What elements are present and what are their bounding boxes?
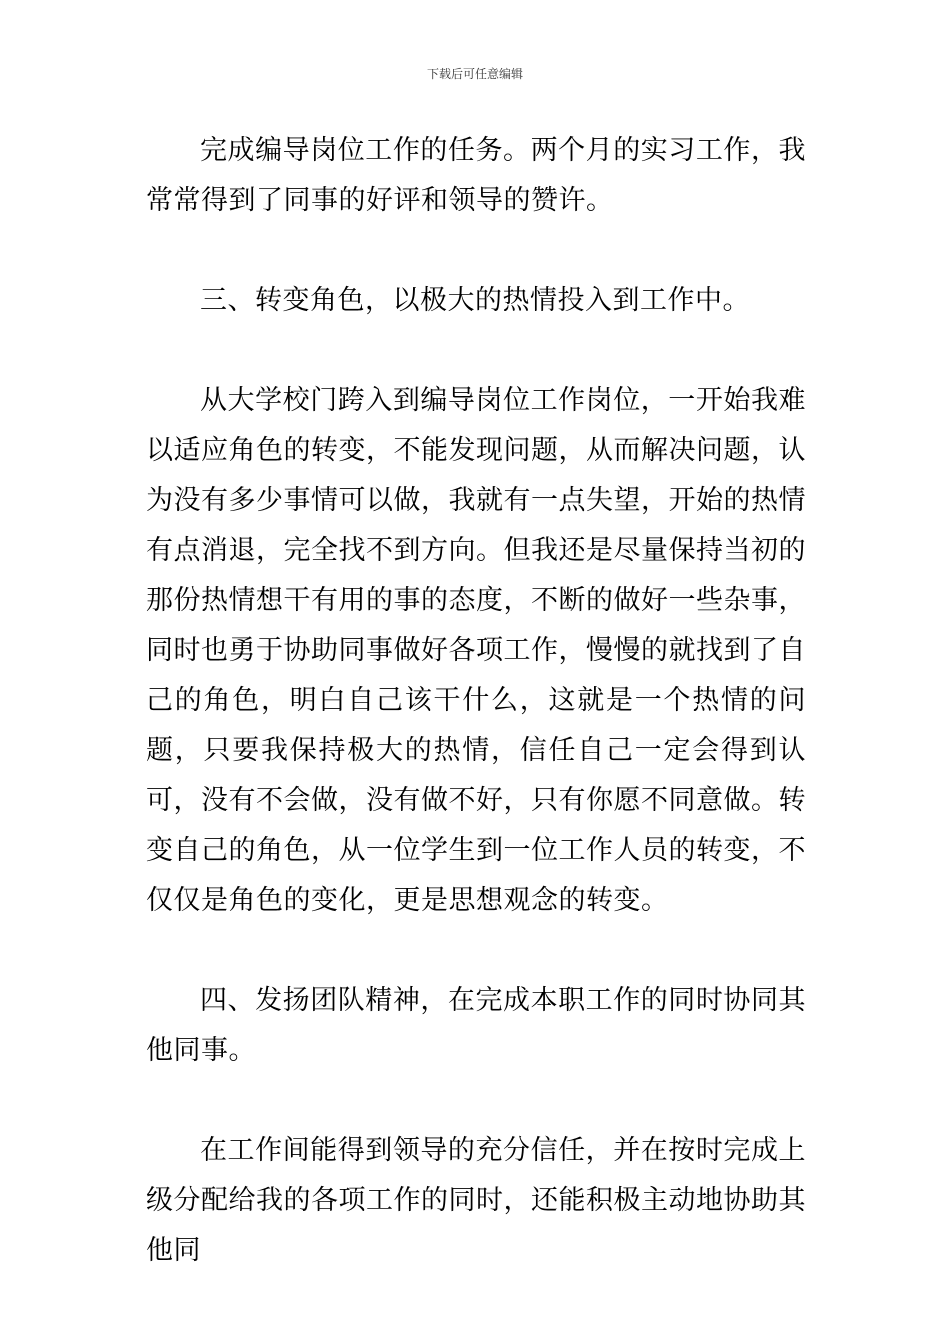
paragraph-3: 在工作间能得到领导的充分信任，并在按时完成上级分配给我的各项工作的同时，还能积极主动地协助其他同	[146, 1135, 806, 1266]
paragraph-gap	[146, 226, 806, 276]
page-header-note: 下载后可任意编辑	[426, 67, 523, 81]
paragraph-gap	[146, 326, 806, 376]
paragraph-1: 完成编导岗位工作的任务。两个月的实习工作，我常常得到了同事的好评和领导的赞许。	[146, 135, 806, 216]
paragraph-gap	[146, 926, 806, 976]
document-body	[146, 126, 806, 1276]
section-heading-3: 三、转变角色，以极大的热情投入到工作中。	[200, 285, 750, 316]
paragraph-gap	[146, 1076, 806, 1126]
section-heading-4: 四、发扬团队精神，在完成本职工作的同时协同其他同事。	[146, 985, 806, 1066]
paragraph-2: 从大学校门跨入到编导岗位工作岗位，一开始我难以适应角色的转变，不能发现问题，从而解决问题，认为没有多少事情可以做，我就有一点失望，开始的热情有点消退，完全找不到方向。但我还是尽量保持当初的那份热情想干有用的事的态度，不断的做好一些杂事，同时也勇于协助同事做好各项工作，慢慢的就找到了自己的角色，明白自己该干什么，这就是一个热情的问题，只要我保持极大的热情，信任自己一定会得到认可，没有不会做，没有做不好，只有你愿不同意做。转变自己的角色，从一位学生到一位工作人员的转变，不仅仅是角色的变化，更是思想观念的转变。	[146, 385, 806, 916]
